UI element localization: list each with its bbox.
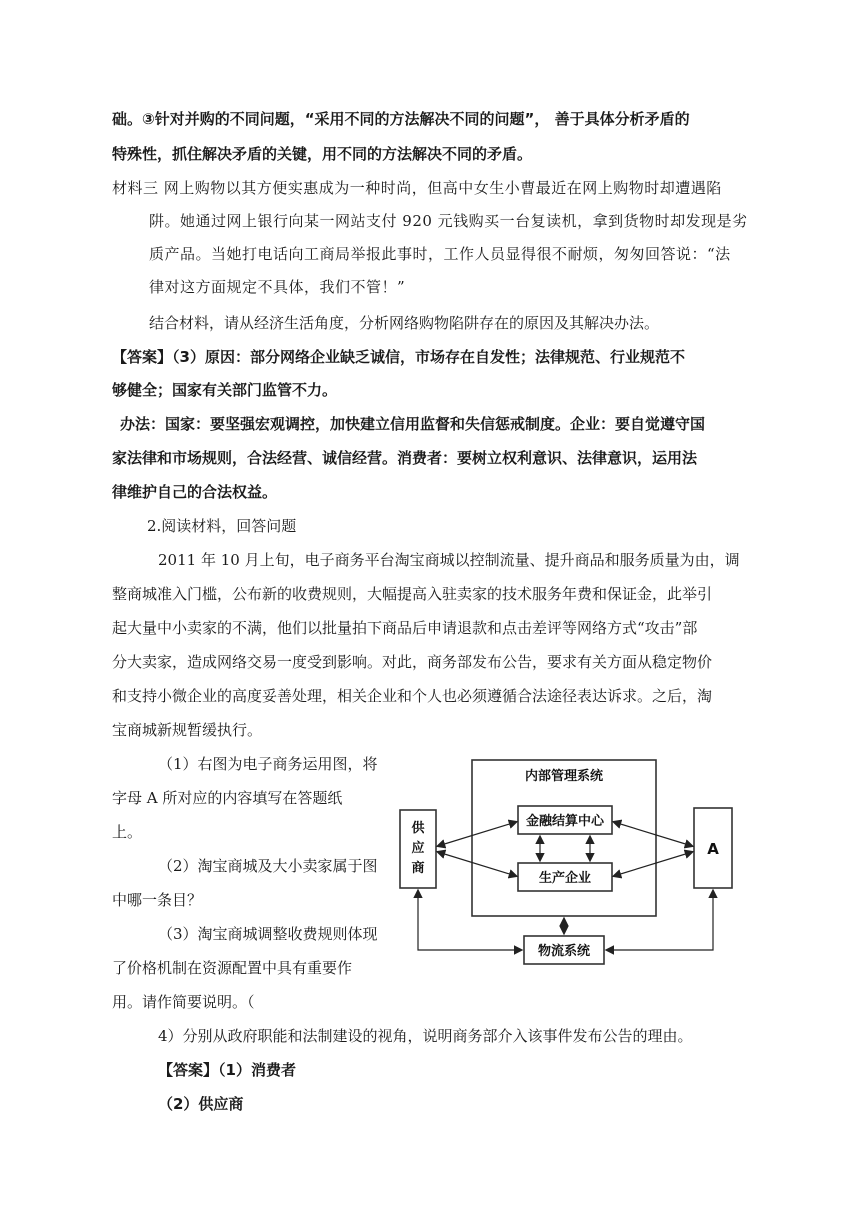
subquestion-line: 上。 <box>112 823 143 841</box>
supplier-label-2: 应 <box>411 841 425 856</box>
question-heading: 2.阅读材料，回答问题 <box>147 517 297 535</box>
subquestion-line: （1）右图为电子商务运用图，将 <box>158 755 378 773</box>
finance-center-label: 金融结算中心 <box>525 814 605 829</box>
answer-text-line: 律维护自己的合法权益。 <box>112 483 278 501</box>
answer-text-line: 【答案】（3）原因：部分网络企业缺乏诚信，市场存在自发性；法律规范、行业规范不 <box>112 348 685 366</box>
material-text-line: 质产品。当她打电话向工商局举报此事时，工作人员显得很不耐烦，匆匆回答说：“法 <box>149 245 731 263</box>
subquestion-line: （3）淘宝商城调整收费规则体现 <box>158 925 378 943</box>
arrow-supplier-production <box>438 852 516 876</box>
answer-text-line: 办法：国家：要坚强宏观调控，加快建立信用监督和失信惩戒制度。企业：要自觉遵守国 <box>120 415 706 433</box>
answer-text-line: 特殊性，抓住解决矛盾的关键，用不同的方法解决不同的矛盾。 <box>112 145 533 163</box>
passage-line: 宝商城新规暂缓执行。 <box>112 721 263 739</box>
question-text: 结合材料，请从经济生活角度，分析网络购物陷阱存在的原因及其解决办法。 <box>149 314 660 332</box>
subquestion-line: 中哪一条目？ <box>112 891 203 909</box>
supplier-label-3: 商 <box>411 861 425 876</box>
ecommerce-diagram <box>392 748 742 976</box>
material-text-line: 阱。她通过网上银行向某一网站支付 920 元钱购买一台复读机，拿到货物时却发现是劣 <box>149 212 748 230</box>
passage-line: 整商城准入门槛，公布新的收费规则，大幅提高入驻卖家的技术服务年费和保证金，此举引 <box>112 585 713 603</box>
arrow-finance-a <box>614 822 692 846</box>
logistics-label: 物流系统 <box>537 944 591 959</box>
arrow-supplier-finance <box>438 822 516 846</box>
answer-text-line: （2）供应商 <box>158 1095 244 1113</box>
arrow-a-logistics <box>607 891 713 950</box>
subquestion-line: 用。请作简要说明。（ <box>112 993 255 1011</box>
material-text-line: 材料三 网上购物以其方便实惠成为一种时尚，但高中女生小曹最近在网上购物时却遭遇陷 <box>112 179 722 197</box>
answer-text-line: 础。③针对并购的不同问题，“采用不同的方法解决不同的问题”， 善于具体分析矛盾的 <box>112 110 690 128</box>
production-label: 生产企业 <box>538 871 592 886</box>
subquestion-line: 4）分别从政府职能和法制建设的视角，说明商务部介入该事件发布公告的理由。 <box>158 1027 693 1045</box>
supplier-label-1: 供 <box>411 821 425 836</box>
answer-text-line: 家法律和市场规则，合法经营、诚信经营。消费者：要树立权利意识、法律意识，运用法 <box>112 449 698 467</box>
arrow-production-a <box>614 852 692 876</box>
a-label: A <box>707 840 719 858</box>
internal-system-label: 内部管理系统 <box>524 769 604 784</box>
passage-line: 起大量中小卖家的不满，他们以批量拍下商品后申请退款和点击差评等网络方式“攻击”部 <box>112 619 698 637</box>
subquestion-line: （2）淘宝商城及大小卖家属于图 <box>158 857 378 875</box>
passage-line: 2011 年 10 月上旬，电子商务平台淘宝商城以控制流量、提升商品和服务质量为由，调 <box>158 551 740 569</box>
subquestion-line: 字母 A 所对应的内容填写在答题纸 <box>112 789 343 807</box>
passage-line: 和支持小微企业的高度妥善处理，相关企业和个人也必须遵循合法途径表达诉求。之后，淘 <box>112 687 713 705</box>
subquestion-line: 了价格机制在资源配置中具有重要作 <box>112 959 353 977</box>
answer-text-line: 够健全；国家有关部门监管不力。 <box>112 381 338 399</box>
arrow-supplier-logistics <box>418 891 521 950</box>
answer-text-line: 【答案】（1）消费者 <box>158 1061 296 1079</box>
material-text-line: 律对这方面规定不具体，我们不管！” <box>149 278 406 296</box>
passage-line: 分大卖家，造成网络交易一度受到影响。对此，商务部发布公告，要求有关方面从稳定物价 <box>112 653 713 671</box>
